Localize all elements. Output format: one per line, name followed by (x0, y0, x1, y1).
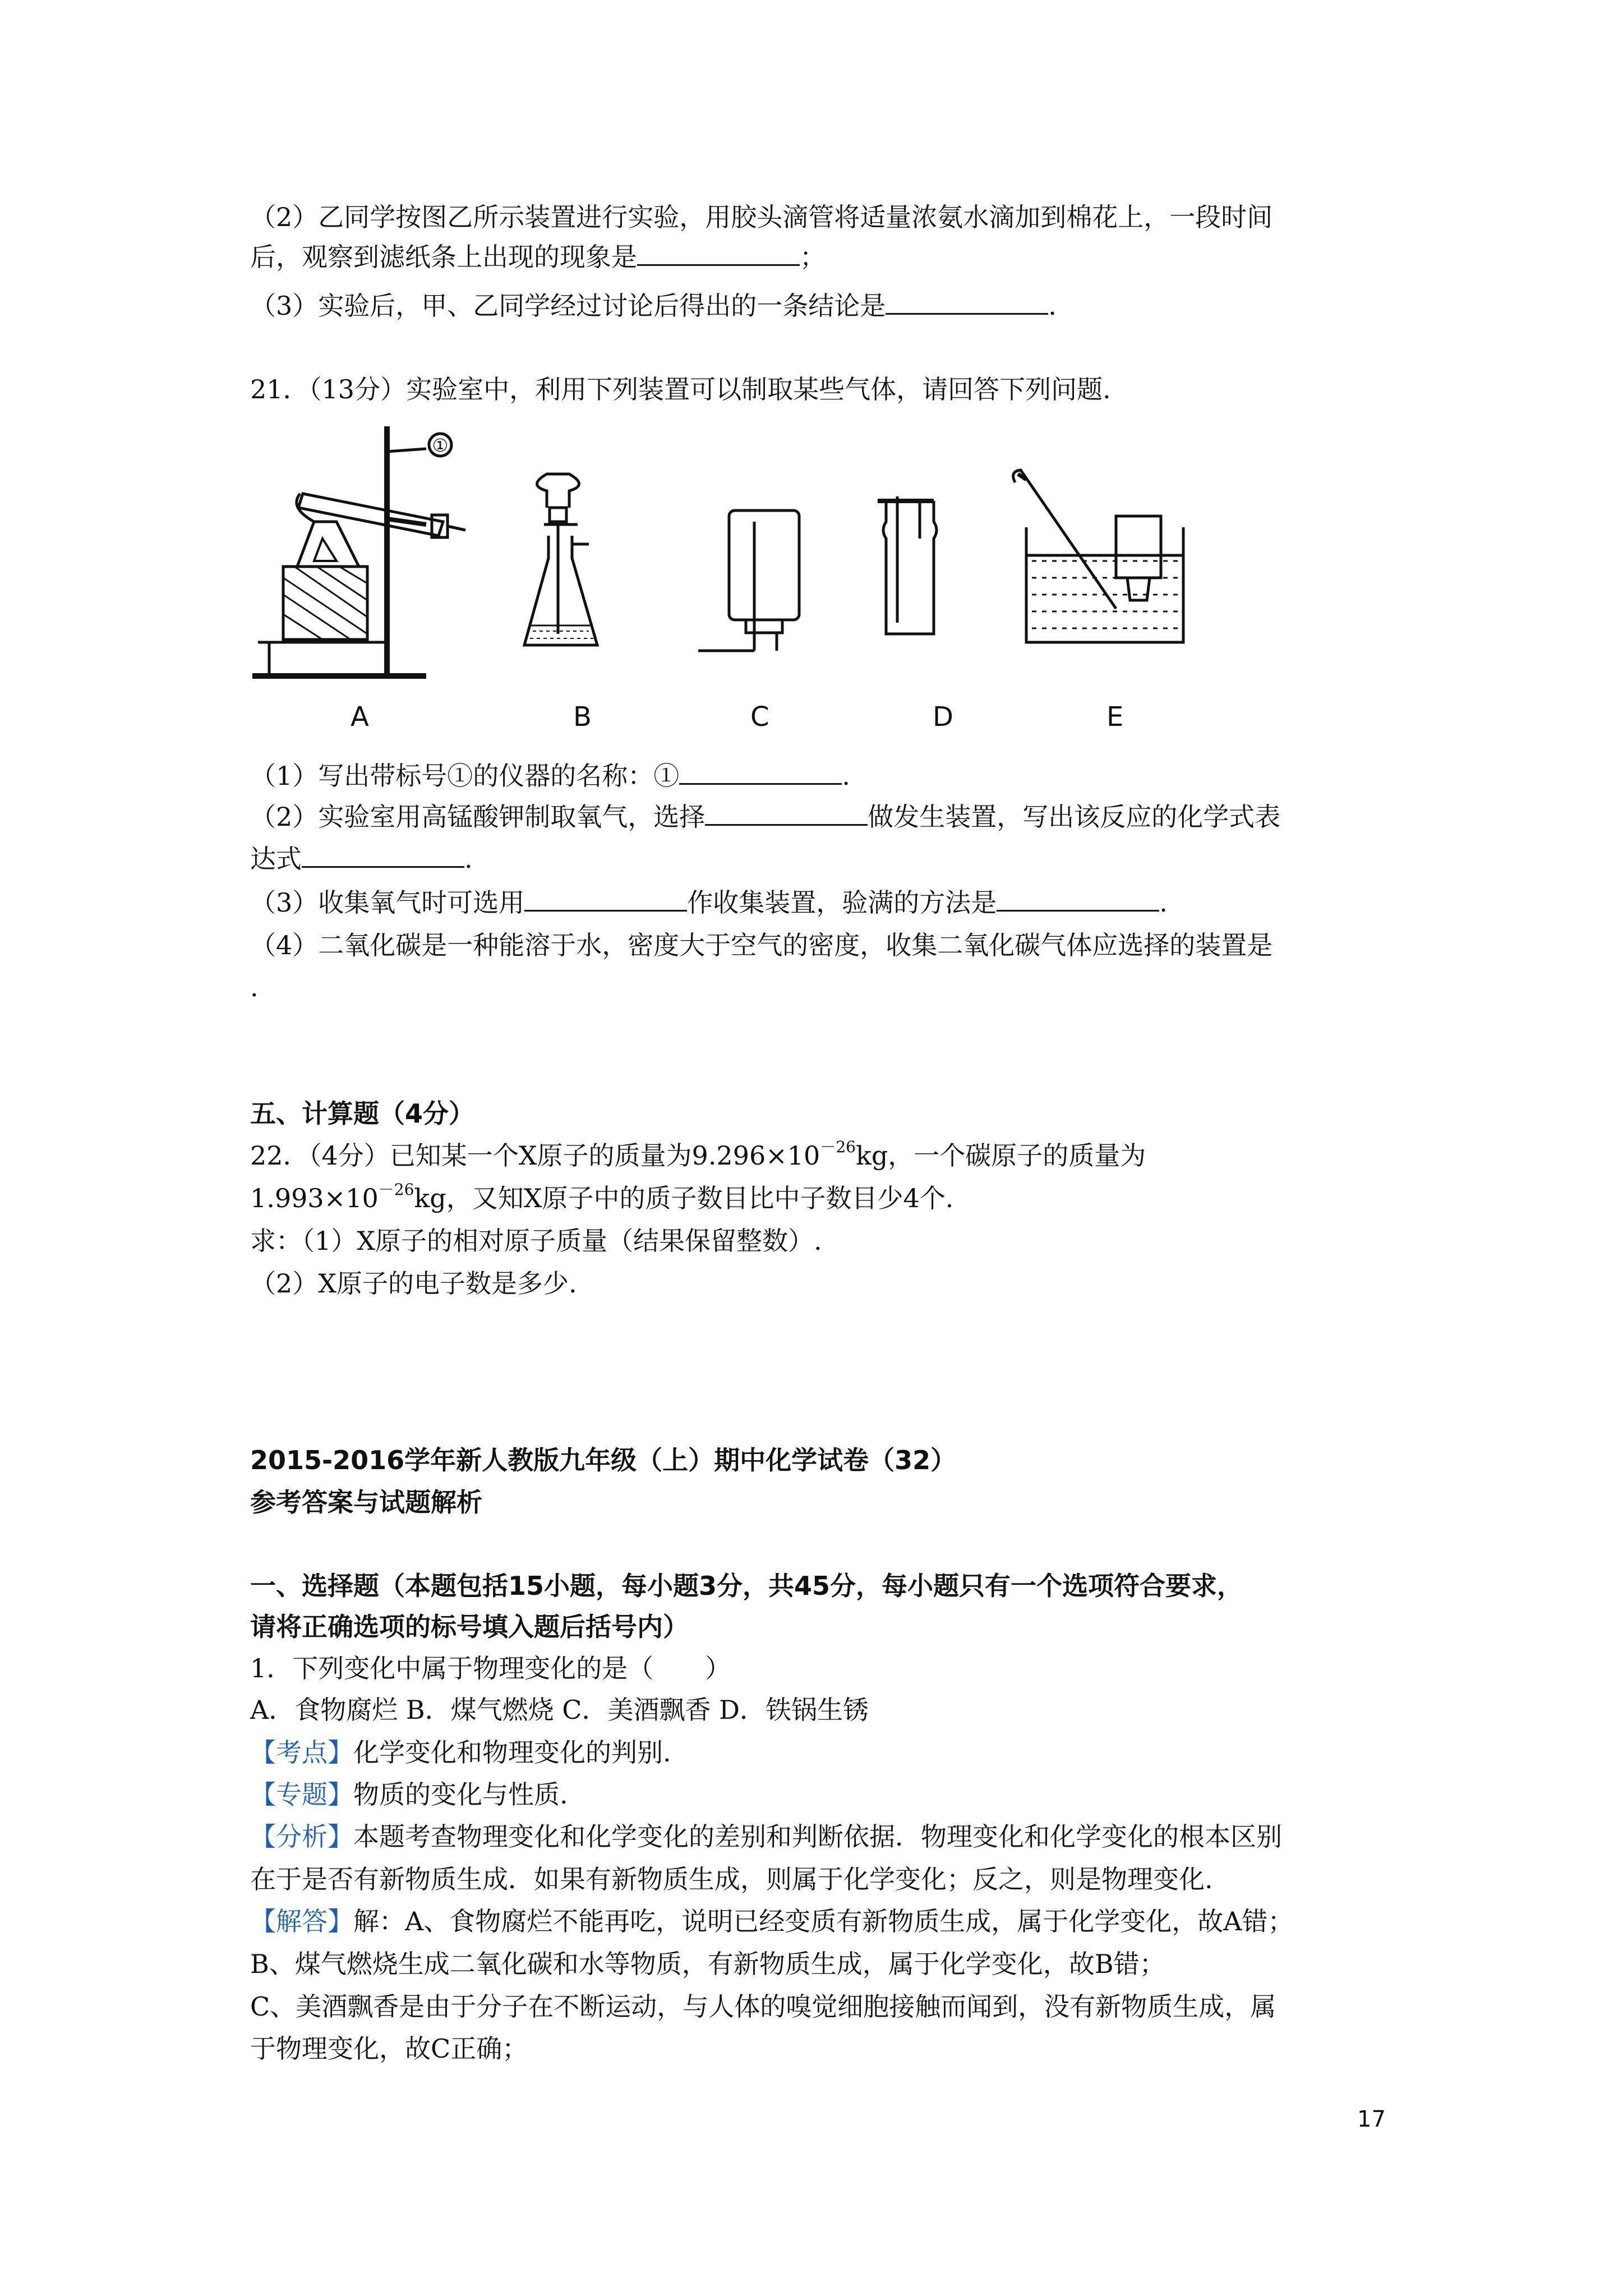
apparatus-d (878, 496, 937, 634)
q22-line1: 22．（4分）已知某一个X原子的质量为$9.296\times 10^{-26}kg$，一个碳原子的质量为 (250, 1138, 1146, 1171)
label-e: E (1106, 701, 1124, 733)
q20-part2-line1: （2）乙同学按图乙所示装置进行实验，用胶头滴管将适量浓氨水滴加到棉花上，一段时间 (250, 202, 1273, 232)
answers-jieda-line2: B、煤气燃烧生成二氧化碳和水等物质，有新物质生成，属于化学变化，故B错； (250, 1949, 1165, 1979)
answer-blank[interactable] (705, 799, 868, 826)
answers-jieda-line3: C、美酒飘香是由于分子在不断运动，与人体的嗅觉细胞接触而闻到，没有新物质生成，属 (250, 1991, 1276, 2022)
label-d: D (933, 701, 953, 733)
answer-blank[interactable] (302, 841, 464, 868)
apparatus-c (698, 510, 799, 651)
q21-part4-end: . (250, 972, 259, 1002)
answers-title: 2015-2016学年新人教版九年级（上）期中化学试卷（32） (250, 1445, 957, 1475)
q22-line2: $1.993\times 10^{-26}kg$，又知X原子中的质子数目比中子数目少4个. (250, 1180, 954, 1213)
answer-blank[interactable] (679, 758, 842, 785)
q22-line4: （2）X原子的电子数是多少. (250, 1268, 577, 1299)
answers-jieda-line4: 于物理变化，故C正确； (250, 2033, 528, 2064)
apparatus-e (1013, 470, 1183, 642)
q21-part2-line2: 达式 . (250, 841, 473, 876)
q22-line3: 求：（1）X原子的相对原子质量（结果保留整数）. (250, 1226, 822, 1256)
page-number: 17 (1357, 2106, 1386, 2132)
q21-part1: （1）写出带标号①的仪器的名称：① . (250, 758, 850, 793)
q21-part2-line1: （2）实验室用高锰酸钾制取氧气，选择 做发生装置，写出该反应的化学式表 (250, 799, 1280, 834)
answer-blank[interactable] (524, 885, 687, 912)
answers-jieda-line1: 【解答】解：A、食物腐烂不能再吃，说明已经变质有新物质生成，属于化学变化，故A错； (250, 1906, 1294, 1936)
q20-part2-line2: 后，观察到滤纸条上出现的现象是 ； (250, 240, 826, 274)
answers-fenxi-line2: 在于是否有新物质生成．如果有新物质生成，则属于化学变化；反之，则是物理变化. (250, 1864, 1213, 1894)
answers-zhuanti: 【专题】物质的变化与性质. (250, 1779, 568, 1810)
label-b: B (573, 701, 592, 733)
apparatus-b (524, 474, 597, 645)
answers-section1-line2: 请将正确选项的标号填入题后括号内） (250, 1612, 689, 1642)
apparatus-a (252, 426, 465, 676)
answers-fenxi-line1: 【分析】本题考查物理变化和化学变化的差别和判断依据．物理变化和化学变化的根本区别 (250, 1821, 1282, 1852)
q20-part3: （3）实验后，甲、乙同学经过讨论后得出的一条结论是 . (250, 288, 1057, 323)
answer-blank[interactable] (997, 885, 1159, 912)
answers-kaodian: 【考点】化学变化和物理变化的判别. (250, 1737, 671, 1768)
answers-section1-line1: 一、选择题（本题包括15小题，每小题3分，共45分，每小题只有一个选项符合要求， (250, 1571, 1243, 1601)
q21-part4: （4）二氧化碳是一种能溶于水，密度大于空气的密度，收集二氧化碳气体应选择的装置是 (250, 930, 1273, 960)
label-a: A (351, 701, 369, 733)
section5-heading: 五、计算题（4分） (250, 1098, 475, 1129)
label-c: C (750, 701, 769, 733)
answers-subtitle: 参考答案与试题解析 (250, 1487, 482, 1517)
q21-title: 21．（13分）实验室中，利用下列装置可以制取某些气体，请回答下列问题. (250, 374, 1111, 404)
answers-q1-options: A．食物腐烂 B．煤气燃烧 C．美酒飘香 D．铁锅生锈 (250, 1695, 869, 1725)
answers-q1: 1．下列变化中属于物理变化的是（ ） (250, 1653, 731, 1683)
q21-part3: （3）收集氧气时可选用 作收集装置，验满的方法是 . (250, 885, 1168, 919)
marker-1-text: ① (432, 435, 449, 456)
